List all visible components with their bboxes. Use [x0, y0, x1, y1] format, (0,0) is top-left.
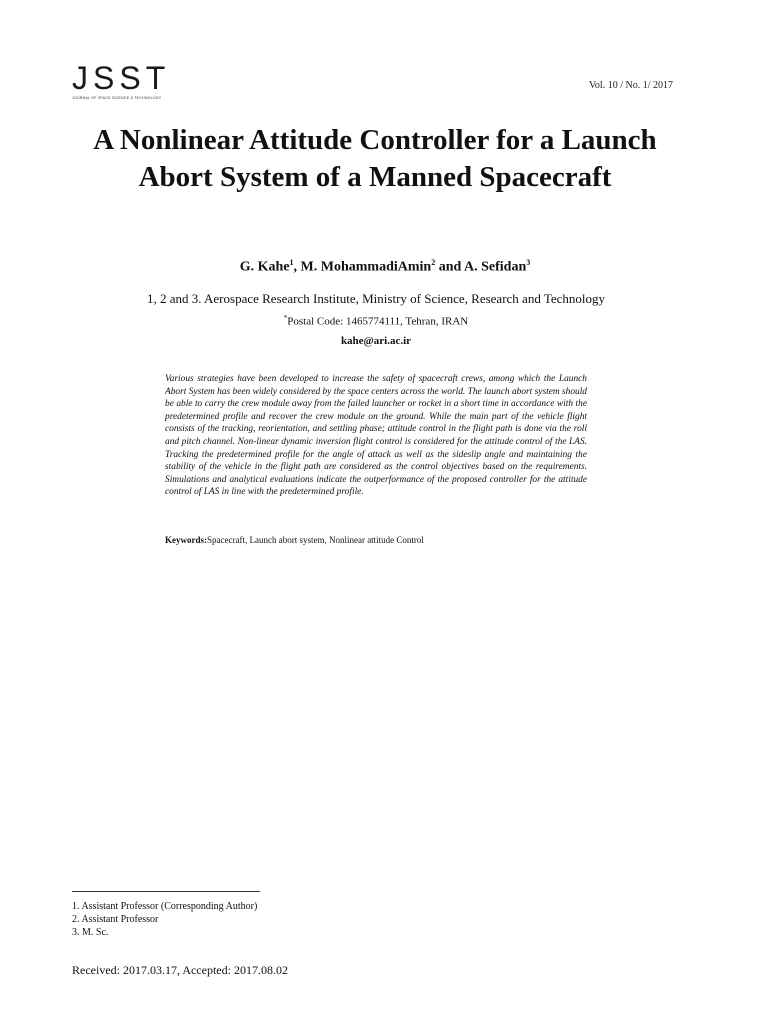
footnote-item: 1. Assistant Professor (Corresponding Author)	[72, 901, 258, 912]
author-mark: 3	[526, 258, 531, 267]
author-mark: 1	[289, 258, 294, 267]
abstract: Various strategies have been developed to increase the safety of spacecraft crews, among which the Launch Abort System has been widely considered by the space centers across the world. The launch abort system should be able to carry the crew module away from the failed launcher or rocket in a short time in accordance with the predetermined profile and recover the crew module on the ground. While the main part of the vehicle flight consists of the tracking, reorientation, and settling phase; attitude control in the flight path is done via the roll and pitch channel. Non-linear dynamic inversion flight control is considered for the attitude control of the LAS. Tracking the predetermined profile for the angle of attack as well as the sideslip angle and maintaining the stability of the vehicle in the flight path are considered as the control objectives based on the requirements. Simulations and analytical evaluations indicate the outperformance of the proposed controller for the attitude control of LAS in line with the predetermined profile.	[165, 374, 587, 498]
author-separator: ,	[293, 259, 301, 275]
logo-text: JSST	[72, 60, 171, 96]
postal-mark: *	[283, 314, 288, 322]
paper-title: A Nonlinear Attitude Controller for a Launch Abort System of a Manned Spacecraft	[93, 124, 657, 193]
postal-text: Postal Code: 1465774111, Tehran, IRAN	[287, 315, 469, 328]
footnote-item: 2. Assistant Professor	[72, 914, 159, 925]
footnote-item: 3. M. Sc.	[72, 927, 109, 938]
contact-email: kahe@ari.ac.ir	[340, 335, 412, 347]
keywords-text: Spacecraft, Launch abort system, Nonlinear attitude Control	[207, 535, 424, 545]
received-date: Received: 2017.03.17, Accepted: 2017.08.02	[72, 963, 288, 977]
keywords-line	[165, 535, 424, 545]
logo-subtitle: JOURNAL OF SPACE SCIENCE & TECHNOLOGY	[72, 96, 162, 100]
postal-address	[0, 314, 752, 328]
author-list	[0, 258, 770, 276]
author-name: M. MohammadiAmin	[300, 259, 432, 275]
author-mark: 2	[431, 258, 436, 267]
volume-info: Vol. 10 / No. 1/ 2017	[589, 80, 673, 91]
author-separator: and	[435, 259, 465, 275]
footnotes	[72, 900, 257, 939]
footnote-rule	[72, 891, 260, 892]
author-name: A. Sefidan	[464, 259, 527, 275]
affiliation: 1, 2 and 3. Aerospace Research Institute, Ministry of Science, Research and Technology	[146, 291, 606, 306]
journal-logo	[72, 62, 172, 102]
author-name: G. Kahe	[239, 259, 290, 275]
keywords-label: Keywords:	[165, 535, 207, 545]
